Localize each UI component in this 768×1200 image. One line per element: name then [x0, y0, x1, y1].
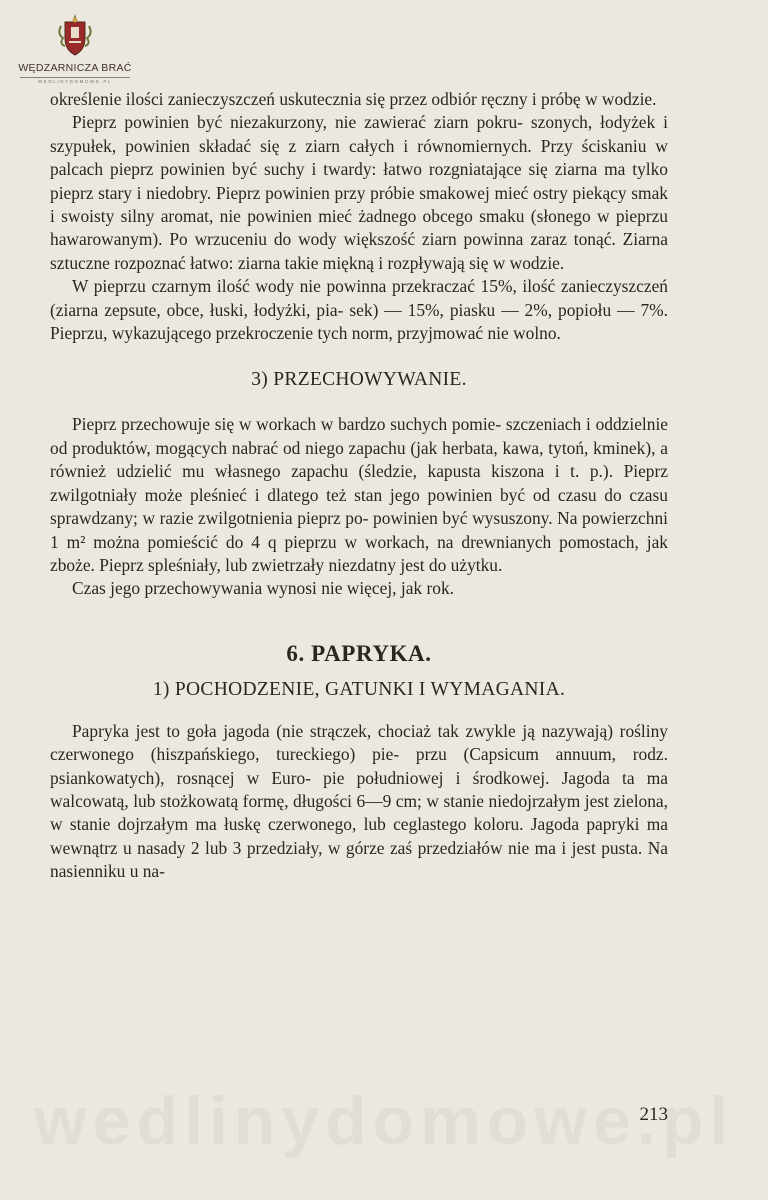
paragraph: określenie ilości zanieczyszczeń uskutecznia się przez odbiór ręczny i próbę w wodzie.	[50, 89, 657, 109]
section-heading: 1) POCHODZENIE, GATUNKI I WYMAGANIA.	[152, 678, 566, 700]
section-heading: 3) PRZECHOWYWANIE.	[251, 369, 467, 391]
paragraph: Pieprz przechowuje się w workach w bardzo suchych pomie- szczeniach i oddzielnie od produktów, mogących nabrać od niego zapachu (jak herbata, kawa, tytoń, kminek), a również udzielić mu własnego zapachu (śledzie, kapusta kiszona i t. p.). Pieprz zwilgotniały może pleśnieć i dlatego też stan jego powinien być od czasu do czasu sprawdzany; w razie zwilgotnienia pieprz po- powinien być wysuszony. Na powierzchni 1 m² można pomieścić do 4 q pieprzu w workach, na drewnianych pomostach, jak zboże. Pieprz spleśniały, lub zwietrzały niezdatny jest do użytku.	[50, 414, 668, 575]
publisher-logo	[14, 12, 136, 84]
coat-of-arms-icon	[53, 12, 97, 58]
paragraph: Czas jego przechowywania wynosi nie więcej, jak rok.	[72, 578, 454, 599]
paragraph: W pieprzu czarnym ilość wody nie powinna przekraczać 15%, ilość zanieczyszczeń (ziarna zepsute, obce, łuski, łodyżki, pia- sek) — 15%, piasku — 2%, popiołu — 7%. Pieprzu, wykazującego przekroczenie tych norm, przyjmować nie wolno.	[50, 276, 668, 344]
paragraph: Pieprz powinien być niezakurzony, nie zawierać ziarn pokru- szonych, łodyżek i szypułek, powinien składać się z ziarn całych i równomiernych. Przy ściskaniu w palcach pieprz powinien być suchy i twardy: łatwo rozgniatające się ziarna ma tylko pieprz stary i niedobry. Pieprz powinien przy próbie smakowej mieć ostry piekący smak i swoisty silny aromat, nie powinien mieć żadnego obcego smaku (słonego w pieprzu hawarowanym). Po wrzuceniu do wody większość ziarn powinna zaraz tonąć. Ziarna sztuczne rozpoznać łatwo: ziarna takie miękną i rozpływają się w wodzie.	[50, 112, 668, 273]
page-body	[50, 88, 668, 884]
logo-divider	[20, 77, 130, 78]
logo-name: WĘDZARNICZA BRAĆ	[18, 62, 132, 74]
chapter-heading: 6. PAPRYKA.	[286, 640, 432, 666]
paragraph: Papryka jest to goła jagoda (nie strączek, chociaż tak zwykle ją nazywają) rośliny czerwonego (hiszpańskiego, tureckiego) pie- przu (Capsicum annuum, rodz. psiankowatych), rosnącej w Euro- pie południowej i środkowej. Jagoda ta ma walcowatą, lub stożkowatą formę, długości 6—9 cm; w stanie niedojrzałym jest zielona, w stanie dojrzałym ma łuskę czerwonego, lub ceglastego koloru. Jagoda papryki ma wewnątrz u nasady 2 lub 3 przedziały, w górze zaś przedziałów nie ma i jest pusta. Na nasienniku u na-	[50, 720, 668, 882]
page-number: 213	[639, 1104, 668, 1125]
logo-subtitle: WEDLINYDOMOWE.PL	[37, 79, 113, 84]
